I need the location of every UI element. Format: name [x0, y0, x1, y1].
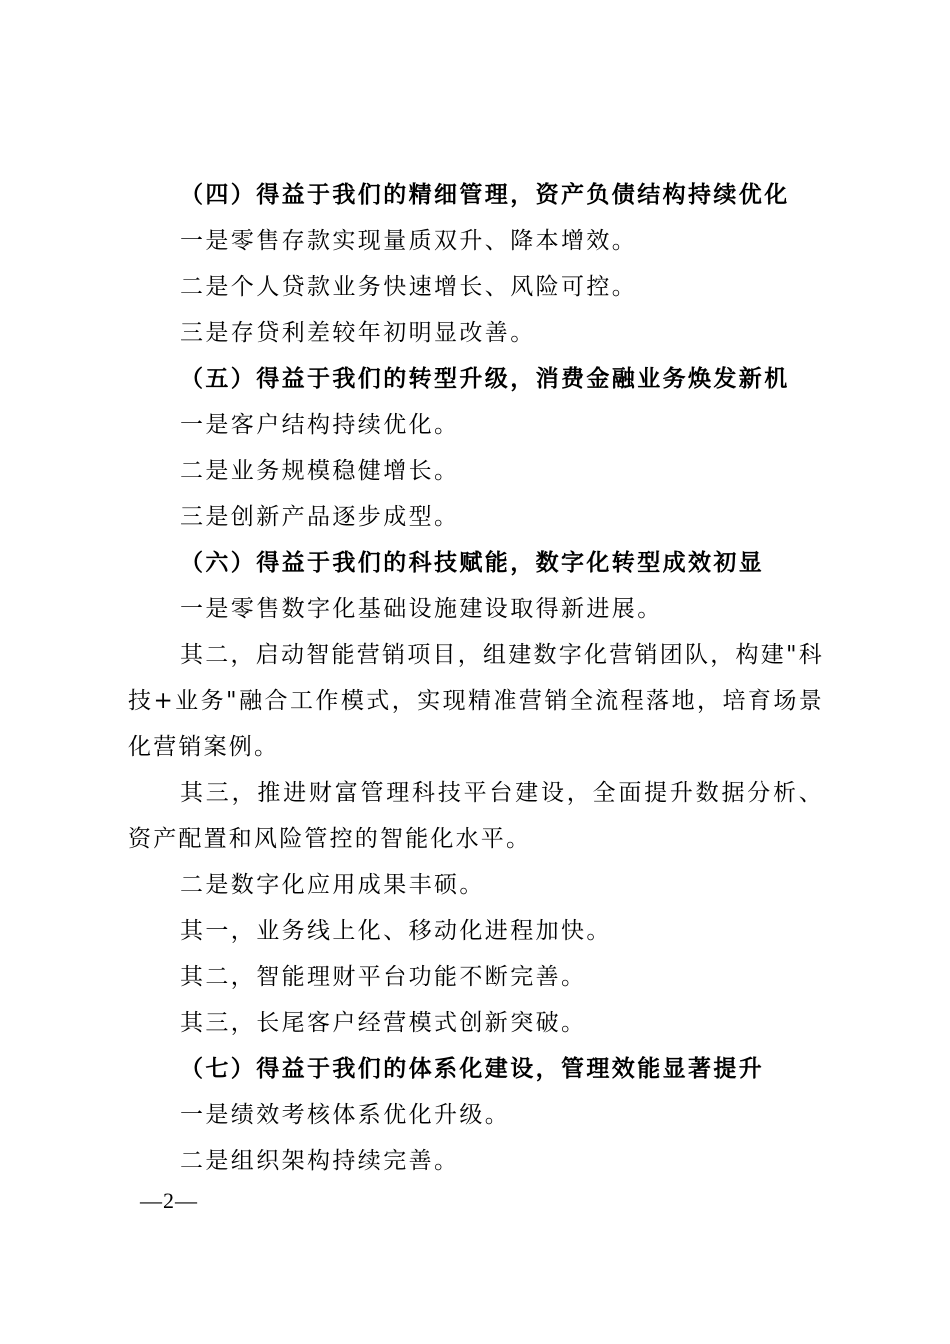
- list-item: 二是业务规模稳健增长。: [180, 458, 460, 484]
- paragraph: 其二，启动智能营销项目，组建数字化营销团队，构建"科技+业务"融合工作模式，实现精准营销全流程落地，培育场景化营销案例。: [128, 642, 824, 760]
- section-heading: （五）得益于我们的转型升级，消费金融业务焕发新机: [180, 365, 790, 392]
- list-item: 其三，长尾客户经营模式创新突破。: [180, 1010, 587, 1036]
- section-heading: （七）得益于我们的体系化建设，管理效能显著提升: [180, 1055, 765, 1082]
- list-item: 一是零售数字化基础设施建设取得新进展。: [180, 596, 663, 622]
- list-item: 二是组织架构持续完善。: [180, 1148, 460, 1174]
- paragraph: 其三，推进财富管理科技平台建设，全面提升数据分析、资产配置和风险管控的智能化水平。: [128, 780, 824, 852]
- list-item: 其二，智能理财平台功能不断完善。: [180, 964, 587, 990]
- page-number: —2—: [140, 1188, 198, 1213]
- list-item: 二是个人贷款业务快速增长、风险可控。: [180, 274, 638, 300]
- list-item: 一是绩效考核体系优化升级。: [180, 1102, 511, 1128]
- list-item: 其一，业务线上化、移动化进程加快。: [180, 918, 612, 944]
- section-heading: （四）得益于我们的精细管理，资产负债结构持续优化: [180, 181, 790, 208]
- list-item: 三是创新产品逐步成型。: [180, 504, 460, 530]
- list-item: 三是存贷利差较年初明显改善。: [180, 320, 536, 346]
- list-item: 一是客户结构持续优化。: [180, 412, 460, 438]
- document-body: [128, 172, 824, 1184]
- section-heading: （六）得益于我们的科技赋能，数字化转型成效初显: [180, 549, 765, 576]
- list-item: 一是零售存款实现量质双升、降本增效。: [180, 228, 638, 254]
- list-item: 二是数字化应用成果丰硕。: [180, 872, 485, 898]
